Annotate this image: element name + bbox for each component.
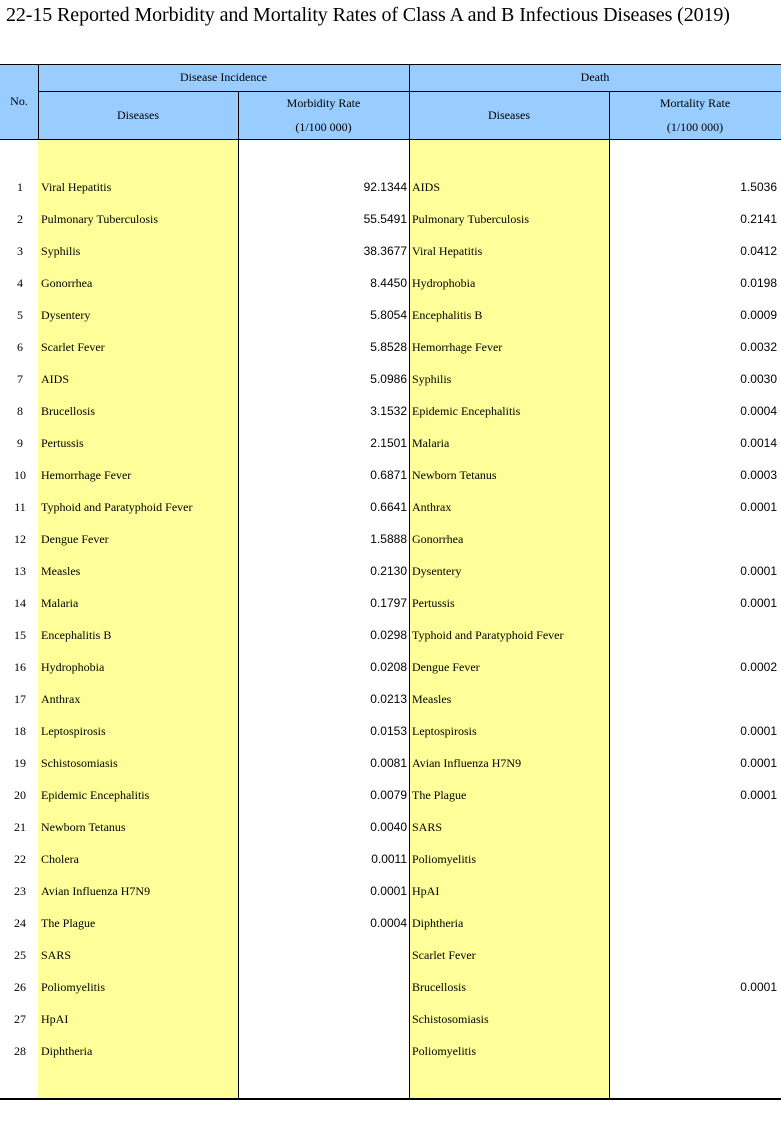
row-number: 14 — [14, 596, 26, 610]
row-number: 21 — [14, 820, 26, 834]
row-number: 3 — [17, 244, 23, 258]
table-row — [0, 652, 781, 684]
mortality-rate-value: 0.0003 — [740, 468, 777, 482]
row-number: 2 — [17, 212, 23, 226]
mortality-rate-value: 0.0001 — [740, 500, 777, 514]
table-row — [0, 172, 781, 204]
morbidity-rate-value: 0.1797 — [370, 596, 407, 610]
morbidity-rate-value: 5.0986 — [370, 372, 407, 386]
table-row — [0, 300, 781, 332]
mortality-rate-value: 0.0001 — [740, 724, 777, 738]
death-disease-name: Syphilis — [412, 372, 452, 386]
header-diseases-incidence: Diseases — [117, 107, 159, 122]
death-disease-name: The Plague — [412, 788, 467, 802]
morbidity-rate-value: 5.8054 — [370, 308, 407, 322]
row-number: 8 — [17, 404, 23, 418]
table-row — [0, 620, 781, 652]
incidence-disease-name: Scarlet Fever — [41, 340, 105, 354]
row-number: 13 — [14, 564, 26, 578]
mortality-rate-value: 0.0032 — [740, 340, 777, 354]
header-disease-incidence: Disease Incidence — [180, 70, 267, 84]
row-number: 11 — [14, 500, 26, 514]
row-number: 26 — [14, 980, 26, 994]
mortality-rate-value: 0.0001 — [740, 596, 777, 610]
mortality-rate-value: 0.0001 — [740, 564, 777, 578]
incidence-disease-name: Dysentery — [41, 308, 91, 322]
morbidity-rate-value: 0.0001 — [370, 884, 407, 898]
incidence-disease-name: Syphilis — [41, 244, 81, 258]
table-row — [0, 204, 781, 236]
death-disease-name: Viral Hepatitis — [412, 244, 483, 258]
header-mortality-rate — [609, 91, 781, 139]
table-row — [0, 972, 781, 1004]
incidence-disease-name: Epidemic Encephalitis — [41, 788, 150, 802]
row-number: 25 — [14, 948, 26, 962]
morbidity-rate-value: 0.0208 — [370, 660, 407, 674]
morbidity-rate-value: 0.2130 — [370, 564, 407, 578]
table-row — [0, 1004, 781, 1036]
death-disease-name: Encephalitis B — [412, 308, 483, 322]
table-row — [0, 396, 781, 428]
table-row — [0, 684, 781, 716]
death-disease-name: Anthrax — [412, 500, 452, 514]
incidence-disease-name: Leptospirosis — [41, 724, 106, 738]
table-row — [0, 588, 781, 620]
incidence-disease-name: AIDS — [41, 372, 70, 386]
death-disease-name: Gonorrhea — [412, 532, 464, 546]
death-disease-name: AIDS — [412, 180, 441, 194]
morbidity-rate-value: 3.1532 — [370, 404, 407, 418]
incidence-disease-name: The Plague — [41, 916, 96, 930]
mortality-rate-value: 0.0002 — [740, 660, 777, 674]
morbidity-rate-value: 0.0011 — [371, 852, 407, 866]
morbidity-rate-value: 38.3677 — [363, 244, 407, 258]
death-disease-name: Malaria — [412, 436, 450, 450]
header-death: Death — [580, 70, 610, 84]
table-row — [0, 332, 781, 364]
row-number: 18 — [14, 724, 26, 738]
table-row — [0, 844, 781, 876]
table-row — [0, 780, 781, 812]
death-disease-name: Avian Influenza H7N9 — [412, 756, 522, 770]
table-row — [0, 908, 781, 940]
morbidity-rate-value: 92.1344 — [363, 180, 407, 194]
table-row — [0, 812, 781, 844]
row-number: 6 — [17, 340, 23, 354]
morbidity-rate-value: 0.6641 — [370, 500, 407, 514]
incidence-disease-name: Poliomyelitis — [41, 980, 106, 994]
mortality-rate-value: 0.0001 — [740, 756, 777, 770]
table-row — [0, 940, 781, 972]
incidence-disease-name: Brucellosis — [41, 404, 95, 418]
table-row — [0, 268, 781, 300]
header-no: No. — [10, 94, 28, 108]
page-title: 22-15 Reported Morbidity and Mortality Rates of Class A and B Infectious Diseases (2019) — [6, 4, 730, 26]
mortality-rate-value: 0.0001 — [740, 788, 777, 802]
row-number: 9 — [17, 436, 23, 450]
death-disease-name: Hydrophobia — [412, 276, 476, 290]
morbidity-rate-value: 2.1501 — [370, 436, 407, 450]
death-disease-name: Leptospirosis — [412, 724, 477, 738]
row-number: 23 — [14, 884, 26, 898]
death-disease-name: Dengue Fever — [412, 660, 480, 674]
row-number: 4 — [17, 276, 23, 290]
mortality-rate-label: Mortality Rate — [659, 95, 731, 110]
morbidity-rate-value: 8.4450 — [370, 276, 407, 290]
mortality-rate-unit: (1/100 000) — [666, 119, 724, 134]
table-row — [0, 716, 781, 748]
mortality-rate-value: 0.0009 — [740, 308, 777, 322]
death-disease-name: Measles — [412, 692, 452, 706]
row-number: 1 — [17, 180, 23, 194]
mortality-rate-value: 0.0001 — [740, 980, 777, 994]
table-row — [0, 556, 781, 588]
death-disease-name: Schistosomiasis — [412, 1012, 489, 1026]
incidence-disease-name: Newborn Tetanus — [41, 820, 126, 834]
header-top-rule — [0, 64, 781, 65]
table-bottom-rule — [0, 1098, 781, 1100]
death-disease-name: Typhoid and Paratyphoid Fever — [412, 628, 564, 642]
incidence-disease-name: Diphtheria — [41, 1044, 93, 1058]
death-disease-name: HpAI — [412, 884, 440, 898]
morbidity-rate-value: 0.0213 — [370, 692, 407, 706]
incidence-disease-name: Typhoid and Paratyphoid Fever — [41, 500, 193, 514]
morbidity-rate-value: 1.5888 — [370, 532, 407, 546]
table-row — [0, 524, 781, 556]
row-number: 20 — [14, 788, 26, 802]
death-disease-name: Newborn Tetanus — [412, 468, 497, 482]
divider-no — [38, 64, 39, 139]
incidence-disease-name: Schistosomiasis — [41, 756, 118, 770]
death-disease-name: Pulmonary Tuberculosis — [412, 212, 530, 226]
morbidity-rate-value: 55.5491 — [363, 212, 407, 226]
incidence-disease-name: Hemorrhage Fever — [41, 468, 132, 482]
morbidity-rate-value: 0.0079 — [370, 788, 407, 802]
incidence-disease-name: Measles — [41, 564, 81, 578]
header-diseases-death: Diseases — [488, 107, 530, 122]
table-row — [0, 876, 781, 908]
mortality-rate-value: 0.0014 — [740, 436, 777, 450]
table-row — [0, 492, 781, 524]
table-header — [0, 64, 781, 139]
table-row — [0, 1036, 781, 1068]
morbidity-rate-value: 0.0004 — [370, 916, 407, 930]
mortality-rate-value: 1.5036 — [740, 180, 777, 194]
death-disease-name: SARS — [412, 820, 443, 834]
row-number: 5 — [17, 308, 23, 322]
incidence-disease-name: Dengue Fever — [41, 532, 109, 546]
table-row — [0, 428, 781, 460]
mortality-rate-value: 0.2141 — [740, 212, 777, 226]
death-disease-name: Poliomyelitis — [412, 1044, 477, 1058]
table-row — [0, 460, 781, 492]
death-disease-name: Epidemic Encephalitis — [412, 404, 521, 418]
incidence-disease-name: Anthrax — [41, 692, 81, 706]
table-row — [0, 236, 781, 268]
row-number: 24 — [14, 916, 26, 930]
morbidity-rate-value: 5.8528 — [370, 340, 407, 354]
death-disease-name: Poliomyelitis — [412, 852, 477, 866]
header-bottom-rule — [0, 139, 781, 140]
incidence-disease-name: Encephalitis B — [41, 628, 112, 642]
morbidity-rate-value: 0.6871 — [370, 468, 407, 482]
table-row — [0, 364, 781, 396]
incidence-disease-name: Gonorrhea — [41, 276, 93, 290]
death-disease-name: Dysentery — [412, 564, 462, 578]
row-number: 12 — [14, 532, 26, 546]
mortality-rate-value: 0.0030 — [740, 372, 777, 386]
death-disease-name: Diphtheria — [412, 916, 464, 930]
death-disease-name: Scarlet Fever — [412, 948, 476, 962]
incidence-disease-name: Malaria — [41, 596, 79, 610]
incidence-disease-name: Viral Hepatitis — [41, 180, 112, 194]
mortality-rate-value: 0.0198 — [740, 276, 777, 290]
row-number: 17 — [14, 692, 26, 706]
row-number: 19 — [14, 756, 26, 770]
incidence-disease-name: SARS — [41, 948, 72, 962]
morbidity-rate-value: 0.0298 — [370, 628, 407, 642]
morbidity-rate-unit: (1/100 000) — [295, 119, 352, 134]
death-disease-name: Pertussis — [412, 596, 455, 610]
morbidity-rate-value: 0.0040 — [370, 820, 407, 834]
morbidity-rate-label: Morbidity Rate — [286, 95, 361, 110]
row-number: 7 — [17, 372, 23, 386]
incidence-disease-name: Pertussis — [41, 436, 84, 450]
row-number: 16 — [14, 660, 26, 674]
incidence-disease-name: Hydrophobia — [41, 660, 105, 674]
row-number: 10 — [14, 468, 26, 482]
morbidity-rate-value: 0.0081 — [370, 756, 407, 770]
row-number: 27 — [14, 1012, 26, 1026]
row-number: 28 — [14, 1044, 26, 1058]
row-number: 22 — [14, 852, 26, 866]
death-disease-name: Hemorrhage Fever — [412, 340, 503, 354]
incidence-disease-name: Avian Influenza H7N9 — [41, 884, 151, 898]
header-morbidity-rate — [238, 91, 409, 139]
row-number: 15 — [14, 628, 26, 642]
death-disease-name: Brucellosis — [412, 980, 466, 994]
mortality-rate-value: 0.0004 — [740, 404, 777, 418]
incidence-disease-name: Cholera — [41, 852, 79, 866]
morbidity-rate-value: 0.0153 — [370, 724, 407, 738]
incidence-disease-name: HpAI — [41, 1012, 69, 1026]
incidence-disease-name: Pulmonary Tuberculosis — [41, 212, 159, 226]
table-row — [0, 748, 781, 780]
mortality-rate-value: 0.0412 — [740, 244, 777, 258]
